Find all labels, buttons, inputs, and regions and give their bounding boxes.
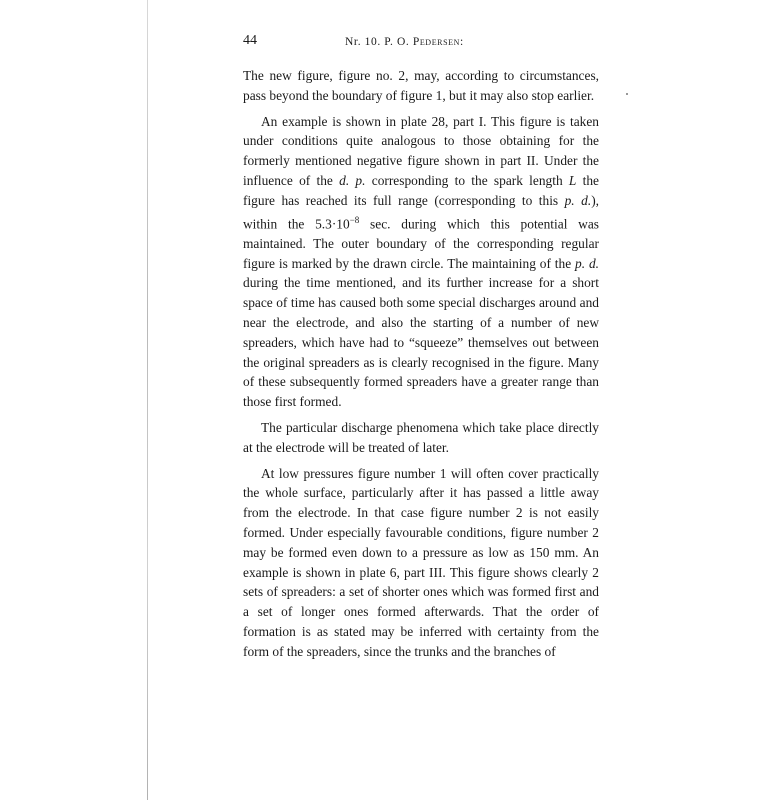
paragraph [243, 418, 599, 458]
text-run: the figure has reached its full range (corresponding to this [243, 172, 599, 208]
running-head-author: Pedersen [412, 36, 461, 48]
text-run: At low pressures figure number 1 will often cover practically the whole surface, particularly after it has passed a little away from the electrode. In that case figure number 2 is not easily formed. Under especially favourable conditions, figure number 2 may be formed even down to a pressure as low as 150 mm. An example is shown in plate 6, part III. This figure shows clearly 2 sets of spreaders: a set of shorter ones which was formed first and a set of longer ones formed afterwards. That the order of formation is as stated may be inferred with certainty from the form of the spreaders, since the trunks and the branches of [243, 465, 599, 659]
page-number: 44 [243, 33, 257, 48]
scan-speck [626, 93, 628, 95]
italic-text: p. d. [575, 255, 599, 271]
paragraph [243, 66, 599, 106]
page-header [243, 33, 601, 53]
text-run: The new figure, figure no. 2, may, according to circumstances, pass beyond the boundary of figure 1, but it may also stop earlier. [243, 68, 599, 103]
italic-text: p. d. [564, 192, 592, 208]
text-run: ), within the 5.3·10 [243, 192, 599, 232]
italic-text: d. p. [339, 172, 366, 188]
scan-page-edge [147, 0, 148, 800]
paragraph [243, 464, 599, 662]
text-run: An example is shown in plate 28, part I. This figure is taken under conditions quite analogous to those obtaining for the formerly mentioned negative figure shown in part II. Under the influence of the [243, 113, 599, 188]
paragraph [243, 112, 599, 412]
text-run: The particular discharge phenomena which take place directly at the electrode will be treated of later. [243, 420, 599, 455]
running-head-suffix: : [460, 36, 464, 48]
superscript-exponent: −8 [349, 214, 360, 225]
running-head [345, 36, 464, 48]
text-run: during the time mentioned, and its further increase for a short space of time has caused both some special discharges around and near the electrode, and also the starting of a number of new spreaders, which have had to “squeeze” themselves out between the original spreaders as is clearly recognised in the figure. Many of these subsequently formed spreaders have a greater range than those first formed. [243, 275, 599, 410]
text-run: corresponding to the spark length [365, 172, 569, 188]
text-run: sec. during which this potential was maintained. The outer boundary of the corresponding regular figure is marked by the drawn circle. The maintaining of the [243, 216, 599, 271]
running-head-prefix: Nr. 10. P. O. [345, 36, 413, 48]
body-text [243, 66, 599, 668]
italic-text: L [568, 172, 577, 188]
